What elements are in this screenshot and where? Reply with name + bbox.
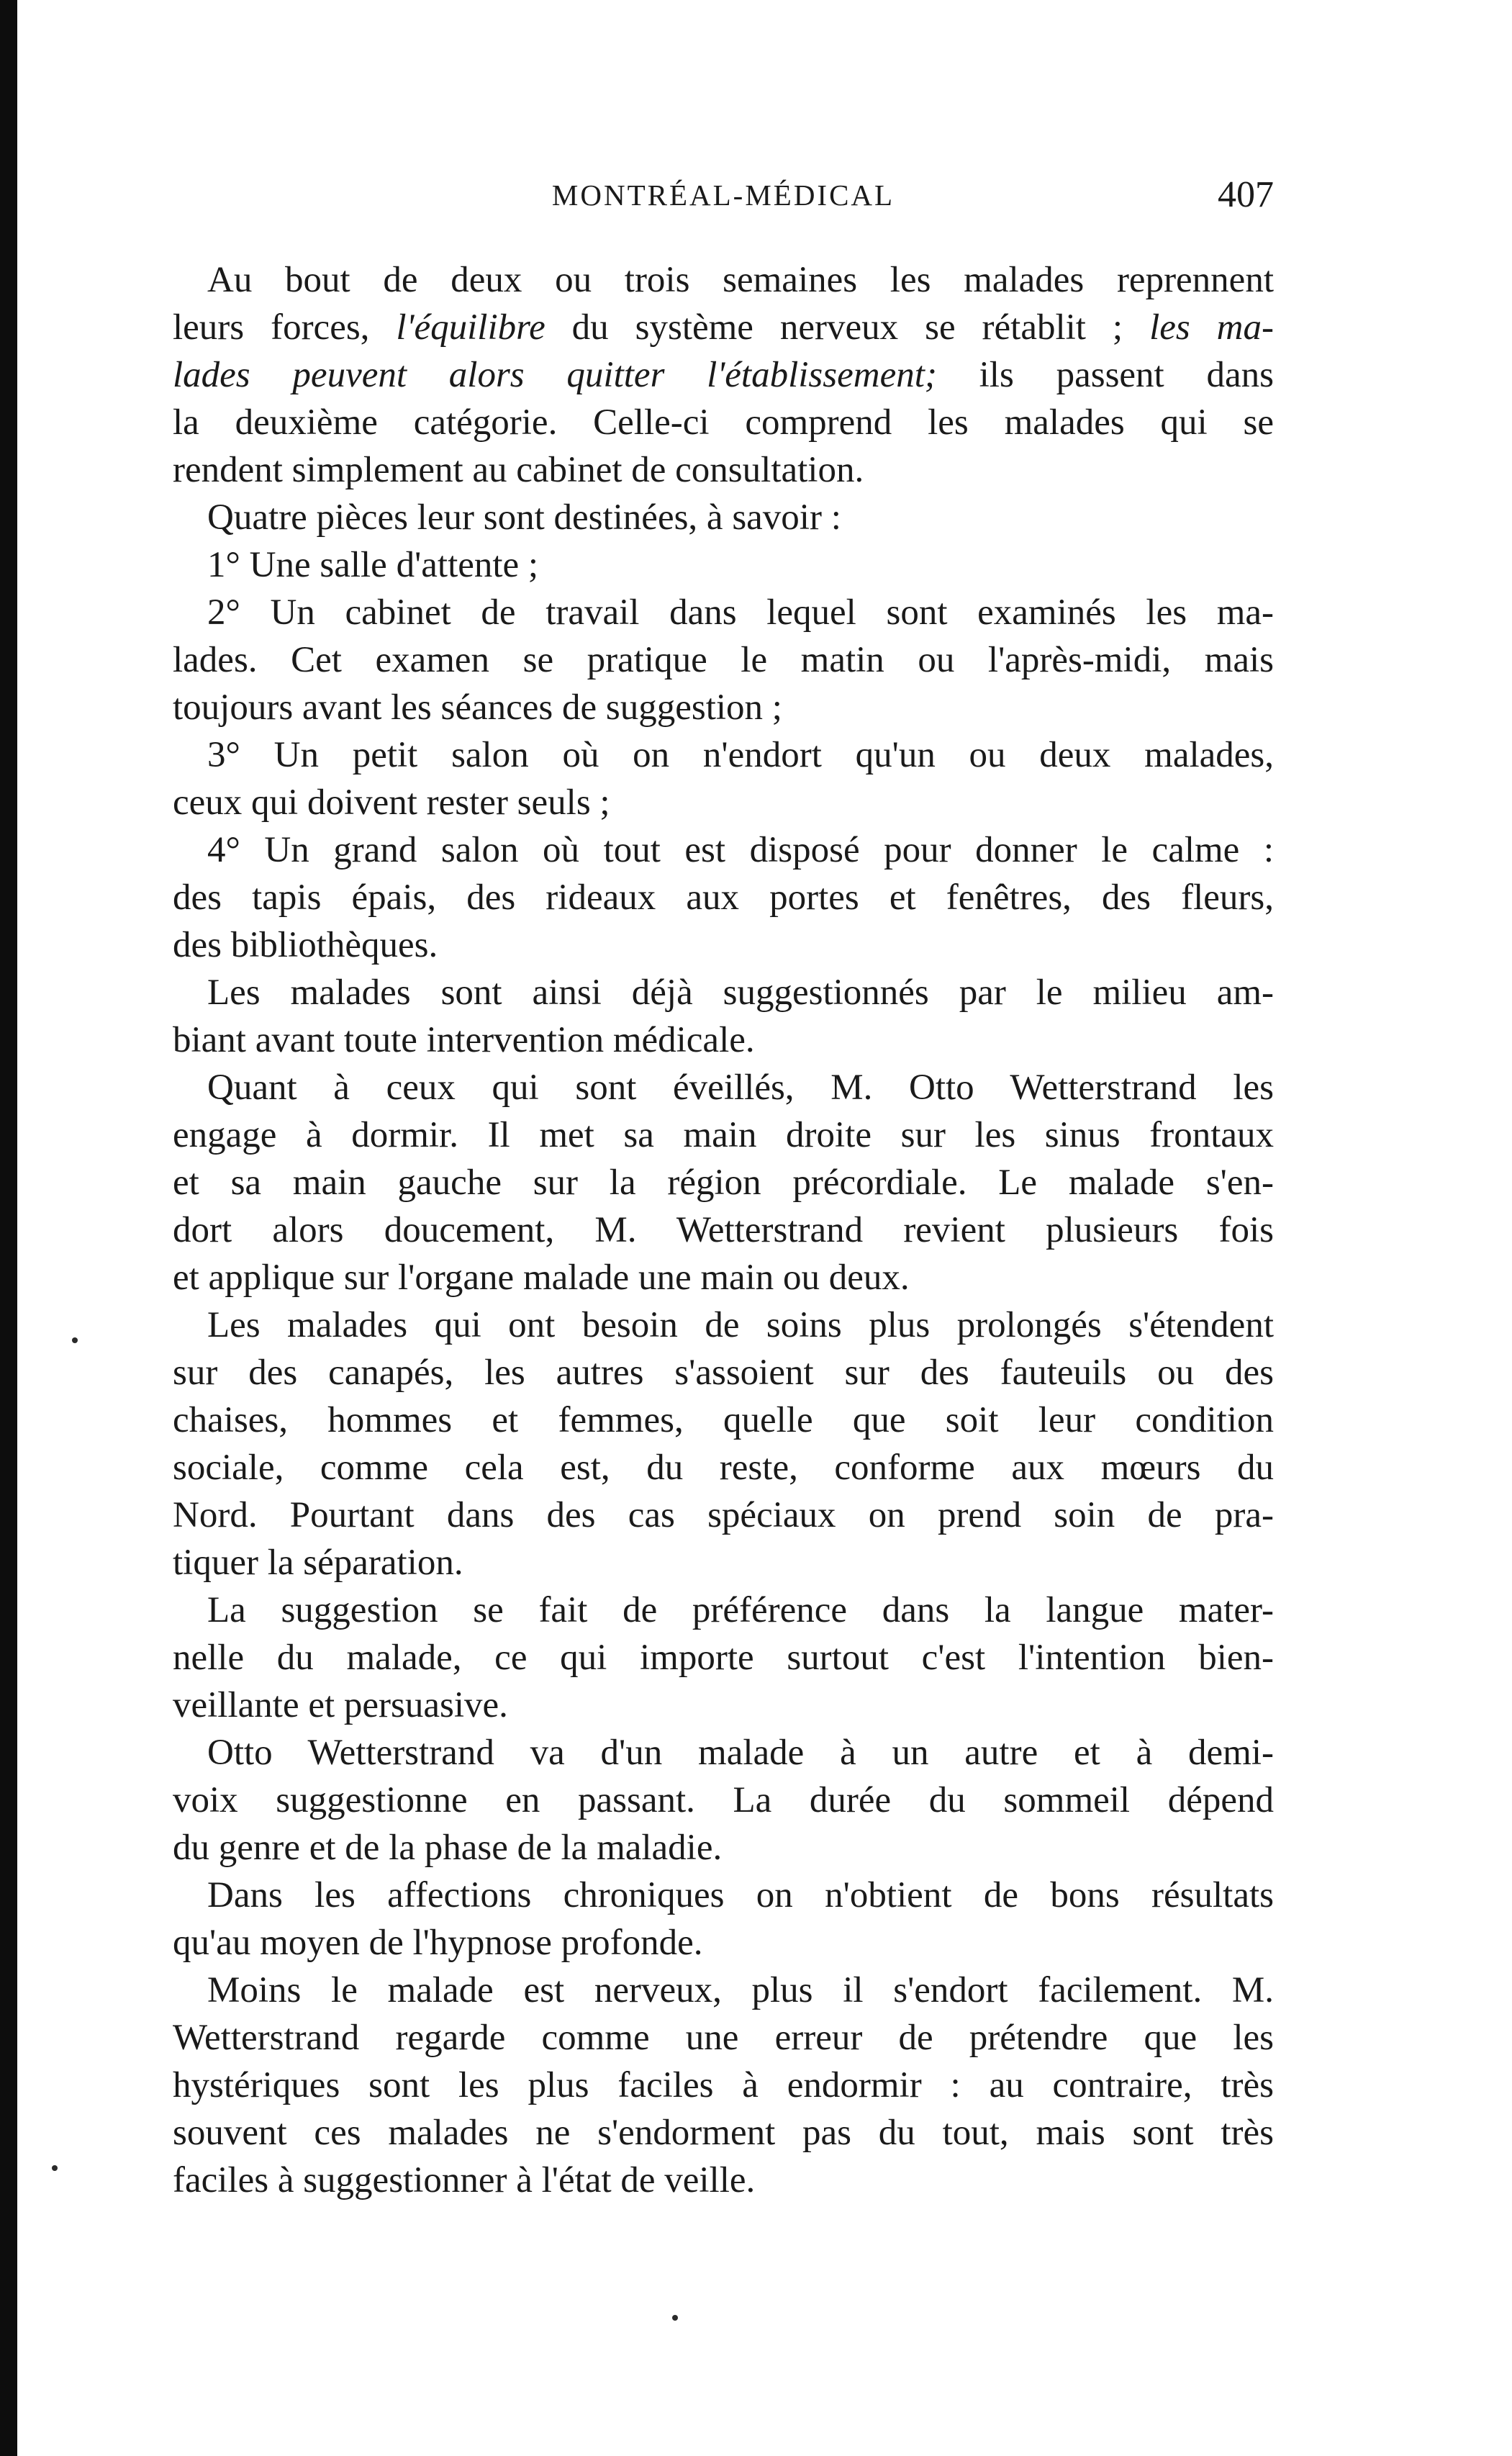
page-header (173, 170, 1274, 220)
text-line: souvent ces malades ne s'endorment pas du tout, mais sont très (173, 2113, 1274, 2153)
text-line: Moins le malade est nerveux, plus il s'endort facilement. M. (207, 1970, 1274, 2010)
text-line: La suggestion se fait de préférence dans la langue mater- (207, 1590, 1274, 1630)
text-line: 3° Un petit salon où on n'endort qu'un ou deux malades, (207, 735, 1274, 775)
scan-speck (72, 1337, 78, 1343)
text-line: leurs forces, l'équilibre du système nerveux se rétablit ; les ma- (173, 307, 1274, 348)
text-line: des tapis épais, des rideaux aux portes et fenêtres, des fleurs, (173, 877, 1274, 918)
text-line: chaises, hommes et femmes, quelle que soit leur condition (173, 1400, 1274, 1440)
text-line: engage à dormir. Il met sa main droite sur les sinus frontaux (173, 1115, 1274, 1155)
text-line: biant avant toute intervention médicale. (173, 1020, 755, 1060)
text-line: Nord. Pourtant dans des cas spéciaux on prend soin de pra- (173, 1495, 1274, 1535)
scan-border (0, 0, 17, 2456)
text-line: qu'au moyen de l'hypnose profonde. (173, 1923, 703, 1963)
text-line: voix suggestionne en passant. La durée du sommeil dépend (173, 1780, 1274, 1820)
scan-speck (52, 2165, 58, 2171)
text-line: sur des canapés, les autres s'assoient sur des fauteuils ou des (173, 1353, 1274, 1393)
text-line: toujours avant les séances de suggestion ; (173, 687, 782, 728)
text-line: hystériques sont les plus faciles à endormir : au contraire, très (173, 2065, 1274, 2105)
text-line: veillante et persuasive. (173, 1685, 508, 1725)
text-line: Au bout de deux ou trois semaines les malades reprennent (207, 260, 1274, 300)
text-line: Dans les affections chroniques on n'obtient de bons résultats (207, 1875, 1274, 1915)
text-line: Quant à ceux qui sont éveillés, M. Otto Wetterstrand les (207, 1067, 1274, 1108)
text-line: Quatre pièces leur sont destinées, à savoir : (207, 497, 841, 538)
text-line: ceux qui doivent rester seuls ; (173, 782, 610, 823)
text-line: du genre et de la phase de la maladie. (173, 1828, 723, 1868)
text-line: 4° Un grand salon où tout est disposé pour donner le calme : (207, 830, 1274, 870)
text-line: Wetterstrand regarde comme une erreur de prétendre que les (173, 2018, 1274, 2058)
text-line: et applique sur l'organe malade une main ou deux. (173, 1258, 910, 1298)
body-text (173, 256, 1274, 2204)
text-line: et sa main gauche sur la région précordiale. Le malade s'en- (173, 1162, 1274, 1203)
scan-speck (672, 2315, 678, 2321)
text-line: rendent simplement au cabinet de consultation. (173, 450, 864, 490)
page-number: 407 (1218, 174, 1274, 215)
text-line: 1° Une salle d'attente ; (207, 545, 539, 585)
text-line: Les malades sont ainsi déjà suggestionnés par le milieu am- (207, 972, 1274, 1013)
text-line: des bibliothèques. (173, 925, 438, 965)
running-title: MONTRÉAL-MÉDICAL (551, 179, 895, 212)
text-line: dort alors doucement, M. Wetterstrand revient plusieurs fois (173, 1210, 1274, 1250)
text-line: lades peuvent alors quitter l'établissement; ils passent dans (173, 355, 1274, 395)
text-line: 2° Un cabinet de travail dans lequel sont examinés les ma- (207, 592, 1274, 633)
text-line: tiquer la séparation. (173, 1543, 463, 1583)
text-line: nelle du malade, ce qui importe surtout c'est l'intention bien- (173, 1638, 1274, 1678)
text-line: sociale, comme cela est, du reste, conforme aux mœurs du (173, 1448, 1274, 1488)
text-line: la deuxième catégorie. Celle-ci comprend les malades qui se (173, 402, 1274, 443)
text-line: Otto Wetterstrand va d'un malade à un autre et à demi- (207, 1733, 1274, 1773)
text-line: faciles à suggestionner à l'état de veille. (173, 2160, 756, 2200)
text-line: lades. Cet examen se pratique le matin ou l'après-midi, mais (173, 640, 1274, 680)
text-line: Les malades qui ont besoin de soins plus prolongés s'étendent (207, 1305, 1274, 1345)
